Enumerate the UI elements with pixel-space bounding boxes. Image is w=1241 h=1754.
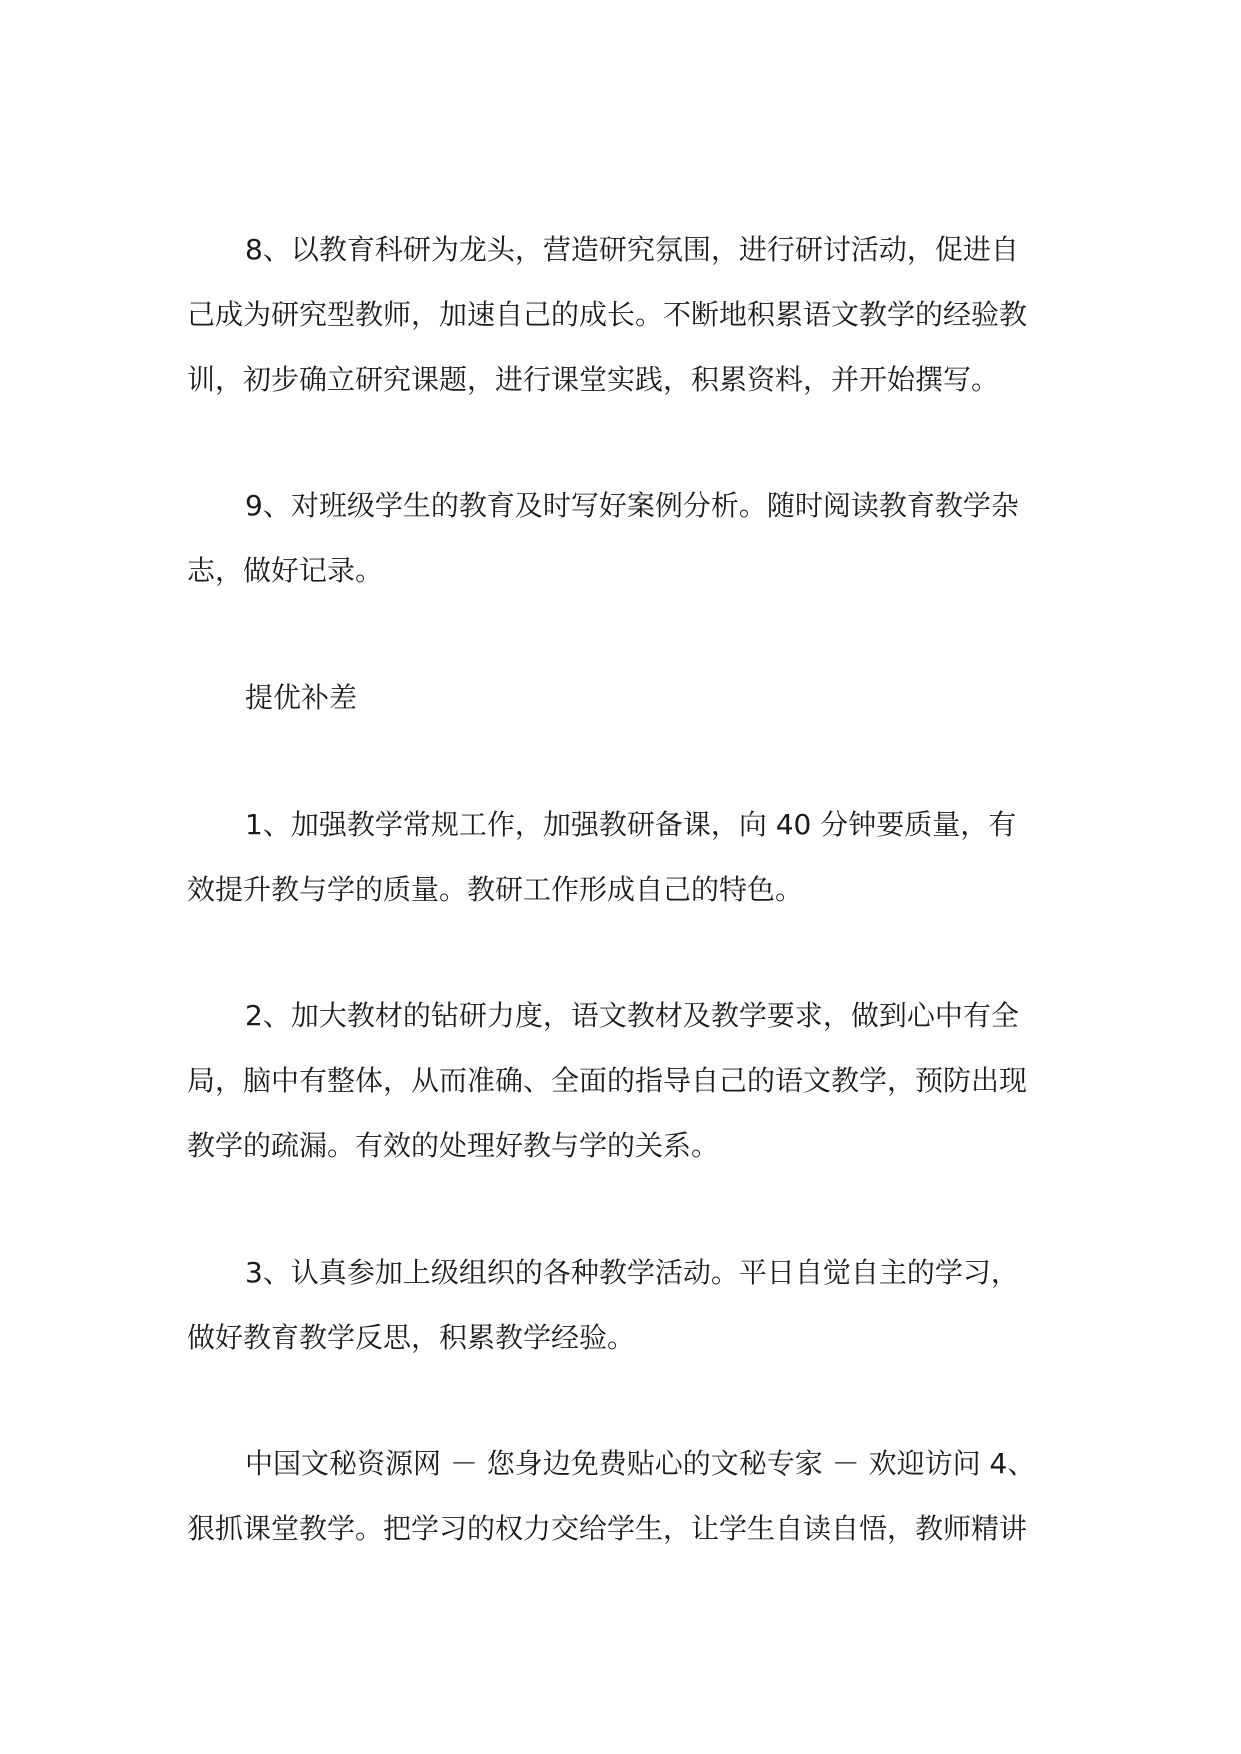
paragraph-8-line-1: 8、以教育科研为龙头，营造研究氛围，进行研讨活动，促进自 [245,233,1019,266]
item-2-line-3: 教学的疏漏。有效的处理好教与学的关系。 [187,1129,720,1162]
paragraph-8-line-3: 训，初步确立研究课题，进行课堂实践，积累资料，并开始撰写。 [187,363,1000,396]
footer-watermark-line: 中国文秘资源网 － 您身边免费贴心的文秘专家 － 欢迎访问 4、 [245,1447,1036,1480]
item-1-line-2: 效提升教与学的质量。教研工作形成自己的特色。 [187,873,804,906]
paragraph-8-line-2: 己成为研究型教师，加速自己的成长。不断地积累语文教学的经验教 [187,298,1028,331]
section-heading: 提优补差 [245,681,358,714]
paragraph-9-line-2: 志，做好记录。 [187,554,384,587]
item-2-line-1: 2、加大教材的钻研力度，语文教材及教学要求，做到心中有全 [245,999,1019,1032]
item-2-line-2: 局，脑中有整体，从而准确、全面的指导自己的语文教学，预防出现 [187,1064,1028,1097]
item-4-line-2: 狠抓课堂教学。把学习的权力交给学生，让学生自读自悟，教师精讲 [187,1512,1028,1545]
item-3-line-1: 3、认真参加上级组织的各种教学活动。平日自觉自主的学习， [245,1256,1019,1289]
item-3-line-2: 做好教育教学反思，积累教学经验。 [187,1321,636,1354]
paragraph-9-line-1: 9、对班级学生的教育及时写好案例分析。随时阅读教育教学杂 [245,489,1019,522]
item-1-line-1: 1、加强教学常规工作，加强教研备课，向 40 分钟要质量，有 [245,808,1017,841]
